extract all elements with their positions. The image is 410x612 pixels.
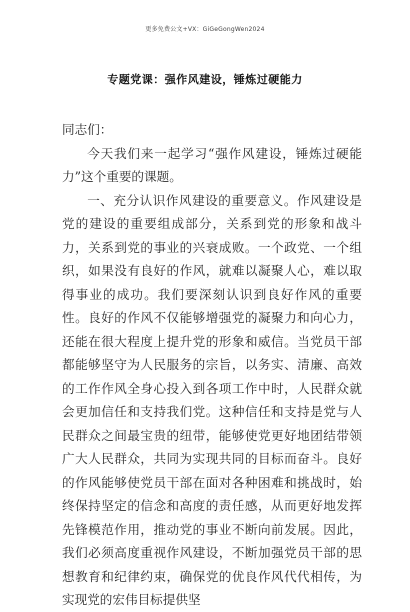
header-note: 更多免费公文+VX：GiGeGongWen2024 — [145, 26, 265, 33]
salutation: 同志们： — [62, 122, 113, 137]
paragraph-section-one: 一、充分认识作风建设的重要意义。作风建设是党的建设的重要组成部分，关系到党的形象和战斗力，关系到党的事业的兴衰成败。一个政党、一个组织，如果没有良好的作风，就难以凝聚人心，难以取得事业的成功。我们要深刻认识到良好作风的重要性。良好的作风不仅能够增强党的凝聚力和向心力，还能在很大程度上提升党的形象和威信。当党员干部都能够坚守为人民服务的宗旨，以务实、清廉、高效的工作作风全身心投入到各项工作中时，人民群众就会更加信任和支持我们党。这种信任和支持是党与人民群众之间最宝贵的纽带，能够使党更好地团结带领广大人民群众，共同为实现共同的目标而奋斗。良好的作风能够使党员干部在面对各种困难和挑战时，始终保持坚定的信念和高度的责任感，从而更好地发挥先锋模范作用，推动党的事业不断向前发展。因此，我们必须高度重视作风建设，不断加强党员干部的思想教育和纪律约束，确保党的优良作风代代相传，为实现党的宏伟目标提供坚 — [62, 192, 362, 607]
paragraph-intro: 今天我们来一起学习“强作风建设，锤炼过硬能力”这个重要的课题。 — [62, 145, 362, 184]
page-title: 专题党课：强作风建设，锤炼过硬能力 — [107, 73, 303, 86]
document-body — [62, 118, 362, 612]
